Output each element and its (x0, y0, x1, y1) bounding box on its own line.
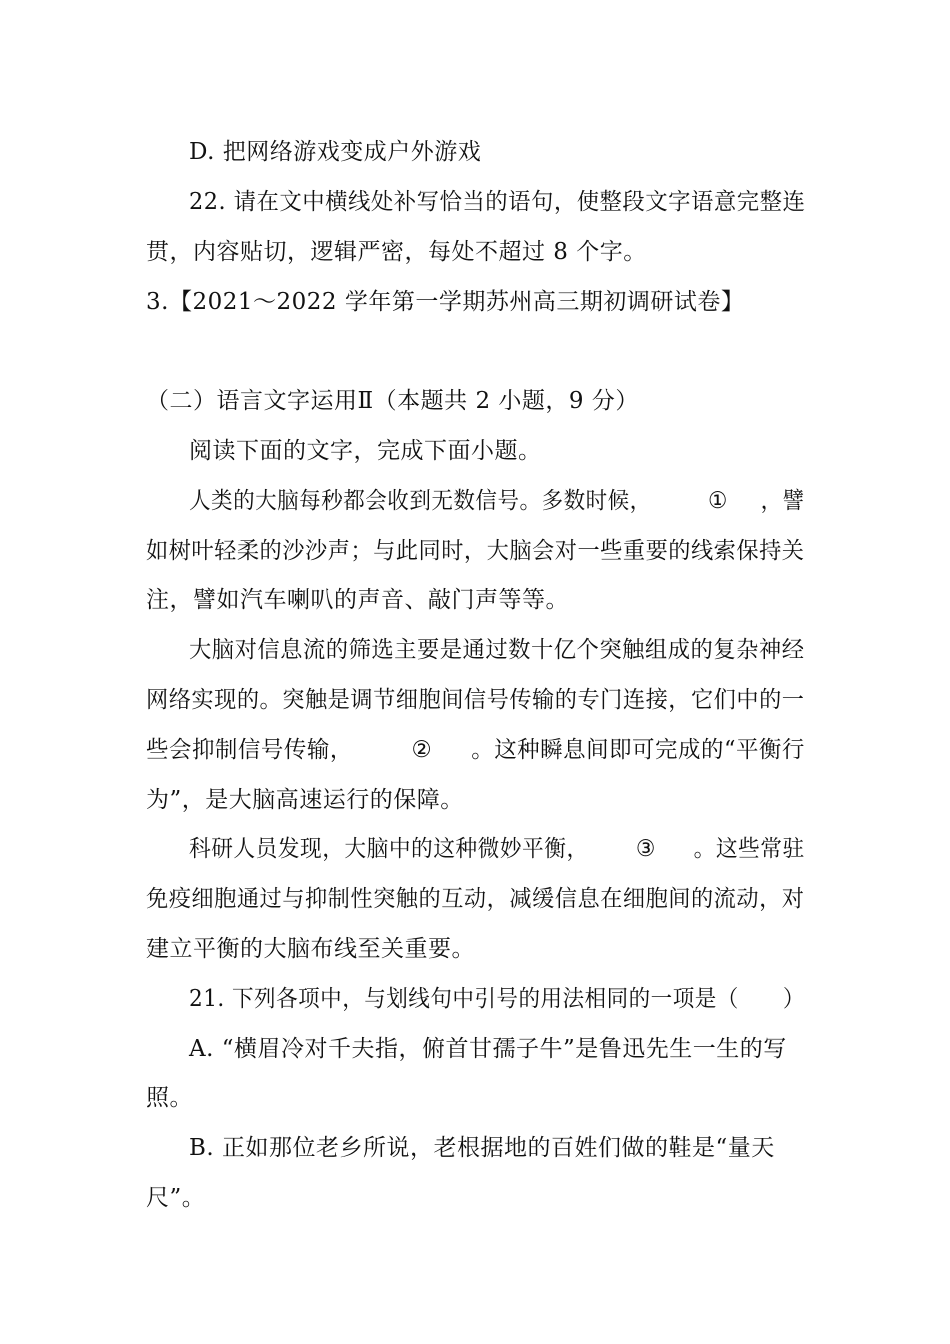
passage-text: 人类的大脑每秒都会收到无数信号。多数时候， (189, 488, 652, 514)
passage-p2-line3 (146, 735, 805, 765)
blank-marker-1: ① (707, 488, 728, 514)
q21-stem: 21. 下列各项中，与划线句中引号的用法相同的一项是（ ） (189, 986, 805, 1012)
source-heading: 3.【2021～2022 学年第一学期苏州高三期初调研试卷】 (146, 289, 745, 315)
q21-option-a-line2: 照。 (146, 1085, 193, 1111)
passage-text: 科研人员发现，大脑中的这种微妙平衡， (189, 836, 589, 862)
passage-p2-line1: 大脑对信息流的筛选主要是通过数十亿个突触组成的复杂神经 (189, 637, 805, 663)
q21-option-a-line1: A. “横眉冷对千夫指，俯首甘孺子牛”是鲁迅先生一生的写 (189, 1036, 787, 1062)
q22-stem-line1: 22. 请在文中横线处补写恰当的语句，使整段文字语意完整连 (189, 189, 806, 215)
blank-marker-2: ② (411, 737, 433, 763)
passage-text: 。这些常驻 (693, 836, 805, 862)
passage-p1-line2: 如树叶轻柔的沙沙声；与此同时，大脑会对一些重要的线索保持关 (146, 538, 805, 564)
q21-option-b-line1: B. 正如那位老乡所说，老根据地的百姓们做的鞋是“量天 (189, 1135, 775, 1161)
blank-marker-3: ③ (635, 836, 656, 862)
section-heading: （二）语言文字运用Ⅱ（本题共 2 小题，9 分） (146, 388, 639, 414)
passage-p3-line1 (189, 834, 805, 864)
q20-option-d: D. 把网络游戏变成户外游戏 (189, 139, 482, 165)
q21-option-b-line2: 尺”。 (146, 1185, 206, 1211)
passage-text: 些会抑制信号传输， (146, 737, 353, 763)
passage-p1-line1 (189, 486, 805, 516)
passage-p3-line2: 免疫细胞通过与抑制性突触的互动，减缓信息在细胞间的流动，对 (146, 886, 805, 912)
passage-p3-line3: 建立平衡的大脑布线至关重要。 (146, 936, 475, 962)
passage-p2-line2: 网络实现的。突触是调节细胞间信号传输的专门连接，它们中的一 (146, 687, 805, 713)
passage-p1-line3: 注，譬如汽车喇叭的声音、敲门声等等。 (146, 587, 569, 613)
passage-p2-line4: 为”，是大脑高速运行的保障。 (146, 787, 464, 813)
passage-text: ，譬 (760, 488, 805, 514)
reading-instruction: 阅读下面的文字，完成下面小题。 (189, 438, 542, 464)
q22-stem-line2: 贯，内容贴切，逻辑严密，每处不超过 8 个字。 (146, 239, 647, 265)
passage-text: 。这种瞬息间即可完成的“平衡行 (471, 737, 805, 763)
